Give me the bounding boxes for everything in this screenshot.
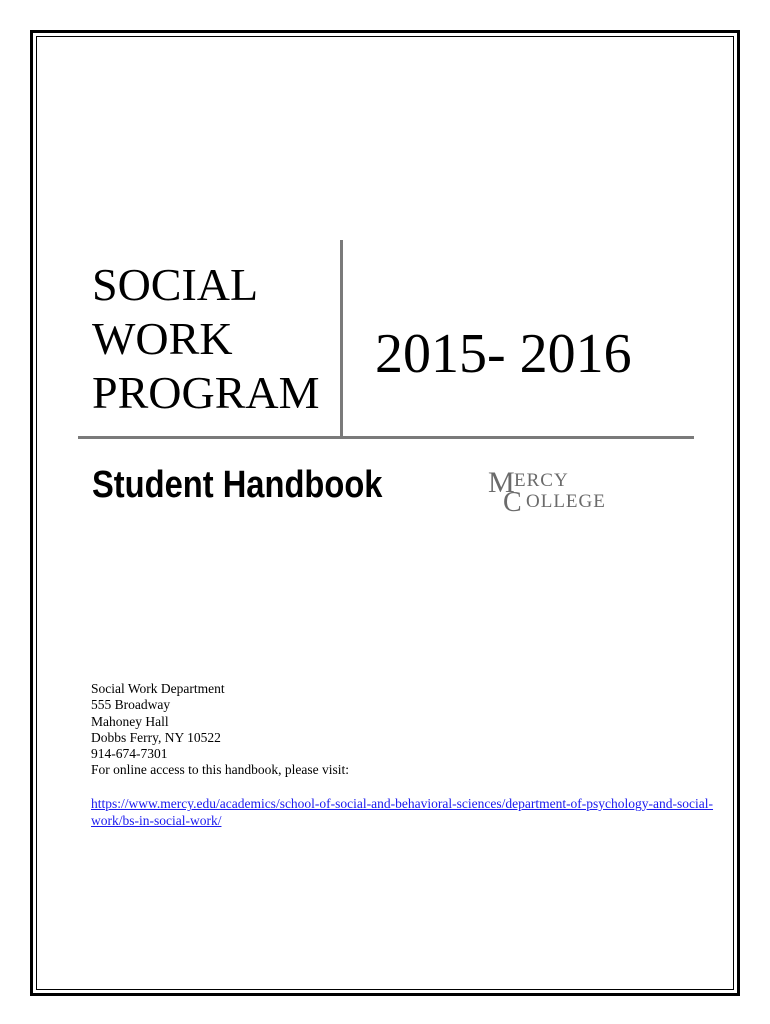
program-title-line-3: PROGRAM bbox=[92, 367, 320, 418]
logo-text-bottom: OLLEGE bbox=[526, 491, 606, 512]
academic-year: 2015- 2016 bbox=[375, 323, 632, 385]
handbook-url-link[interactable] bbox=[91, 796, 714, 829]
logo-initial-c: C bbox=[503, 487, 522, 516]
vertical-divider bbox=[340, 240, 343, 438]
handbook-url-line-1[interactable]: https://www.mercy.edu/academics/school-of-social-and-behavioral-sciences/department-of-psychology-and-social- bbox=[91, 796, 714, 811]
phone-number: 914-674-7301 bbox=[91, 746, 168, 762]
handbook-url-line-2[interactable]: work/bs-in-social-work/ bbox=[91, 812, 222, 828]
logo-text-top: ERCY bbox=[514, 470, 569, 491]
program-title-line-2: WORK bbox=[92, 313, 233, 364]
mercy-college-logo bbox=[488, 466, 633, 516]
department-name: Social Work Department bbox=[91, 681, 225, 696]
program-title bbox=[92, 258, 342, 420]
program-title-line-1: SOCIAL bbox=[92, 259, 259, 310]
online-access-note: For online access to this handbook, please visit: bbox=[91, 762, 349, 778]
logo-initial-m: M bbox=[488, 466, 515, 499]
city-state-zip: Dobbs Ferry, NY 10522 bbox=[91, 729, 221, 745]
street-address: 555 Broadway bbox=[91, 697, 171, 713]
handbook-title: Student Handbook bbox=[92, 464, 383, 506]
horizontal-divider bbox=[78, 436, 694, 439]
department-address bbox=[91, 681, 349, 779]
building-name: Mahoney Hall bbox=[91, 713, 169, 729]
